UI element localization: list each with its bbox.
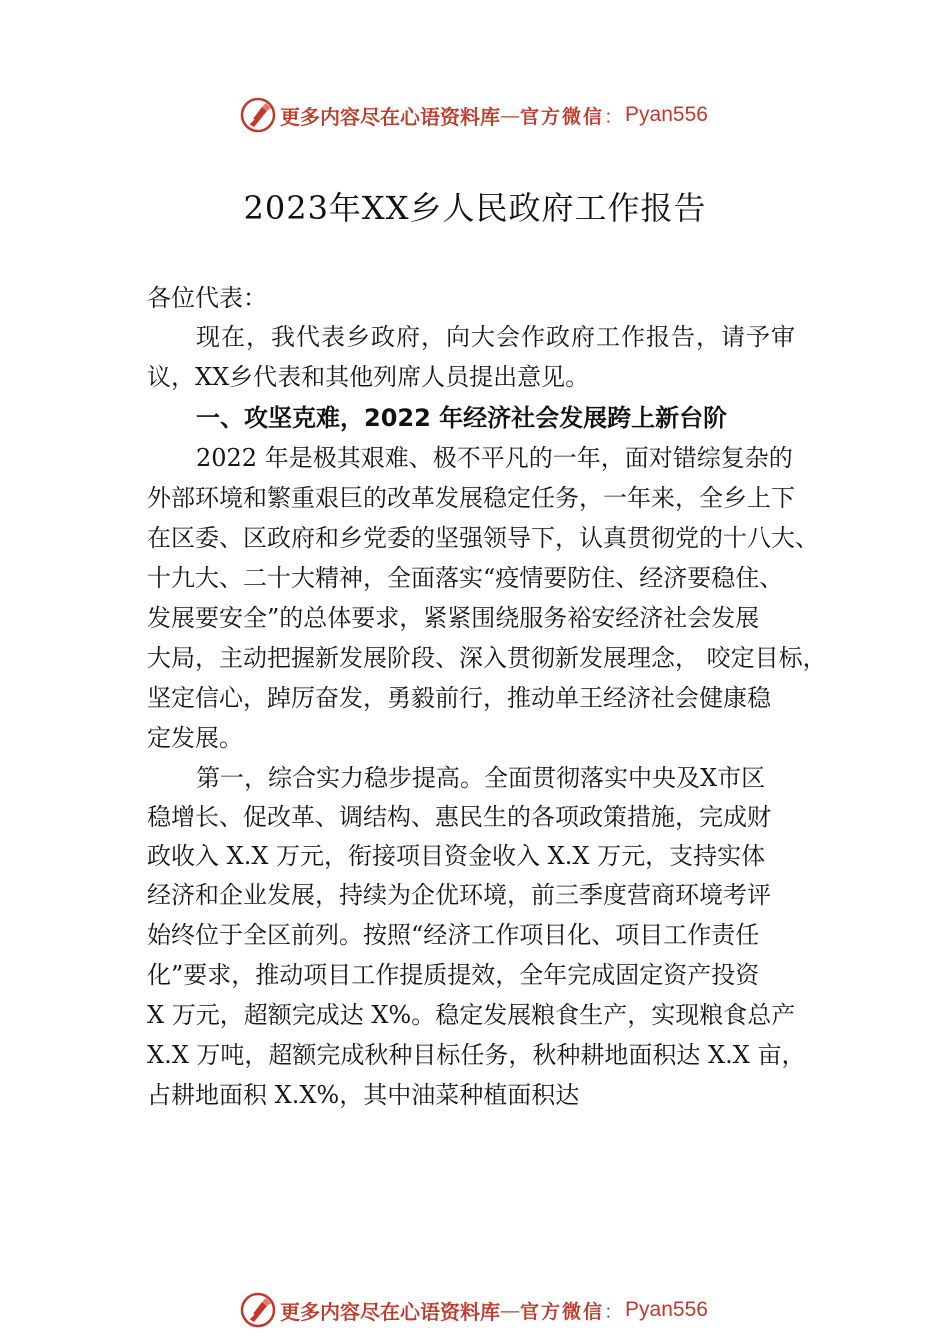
- paragraph-line: 2022 年是极其艰难、极不平凡的一年，面对错综复杂的: [196, 444, 793, 472]
- watermark-dash: —: [500, 1298, 520, 1322]
- paragraph-line: 第一，综合实力稳步提高。全面贯彻落实中央及X市区: [196, 764, 766, 792]
- wechat-colon: ：: [604, 105, 624, 128]
- paragraph-line: 十九大、二十大精神，全面落实“疫情要防住、经济要稳住、: [147, 564, 784, 592]
- wechat-id: Pyan556: [625, 103, 708, 126]
- wechat-colon: ：: [604, 1300, 624, 1323]
- wechat-id: Pyan556: [625, 1298, 708, 1321]
- pen-nib-logo-icon: [240, 1292, 276, 1328]
- paragraph-line: 大局，主动把握新发展阶段、深入贯彻新发展理念， 咬定目标，: [147, 644, 827, 672]
- paragraph-line: 政收入 X.X 万元，衔接项目资金收入 X.X 万元，支持实体: [147, 842, 766, 870]
- watermark-text: 更多内容尽在心语资料库: [280, 1299, 500, 1324]
- header-watermark-banner: [240, 97, 760, 133]
- paragraph-line: X.X 万吨，超额完成秋种目标任务，秋种耕地面积达 X.X 亩，: [147, 1041, 806, 1069]
- watermark-dash: —: [500, 103, 520, 127]
- paragraph-line: X 万元，超额完成达 X%。稳定发展粮食生产，实现粮食总产: [147, 1001, 796, 1029]
- paragraph-line: 化”要求，推动项目工作提质提效，全年完成固定资产投资: [147, 961, 760, 989]
- paragraph-line: 发展要安全”的总体要求，紧紧围绕服务裕安经济社会发展: [147, 604, 760, 632]
- section-heading: 一、攻坚克难，2022 年经济社会发展跨上新台阶: [196, 404, 728, 432]
- paragraph-line: 经济和企业发展，持续为企优环境，前三季度营商环境考评: [147, 881, 771, 909]
- wechat-label: 官方微信: [520, 1300, 605, 1323]
- intro-line: 议，XX乡代表和其他列席人员提出意见。: [147, 363, 590, 391]
- footer-watermark-banner: [240, 1292, 760, 1328]
- paragraph-line: 定发展。: [147, 724, 243, 752]
- intro-line: 现在，我代表乡政府，向大会作政府工作报告，请予审: [196, 323, 796, 351]
- paragraph-line: 坚定信心，踔厉奋发，勇毅前行，推动单王经济社会健康稳: [147, 684, 771, 712]
- salutation: 各位代表：: [147, 284, 267, 312]
- watermark-text: 更多内容尽在心语资料库: [280, 104, 500, 129]
- document-title: 2023年XX乡人民政府工作报告: [243, 189, 707, 227]
- paragraph-line: 占耕地面积 X.X%，其中油菜种植面积达: [147, 1081, 580, 1109]
- paragraph-line: 外部环境和繁重艰巨的改革发展稳定任务，一年来，全乡上下: [147, 484, 795, 512]
- pen-nib-logo-icon: [240, 97, 276, 133]
- paragraph-line: 始终位于全区前列。按照“经济工作项目化、项目工作责任: [147, 921, 760, 949]
- wechat-label: 官方微信: [520, 105, 605, 128]
- paragraph-line: 稳增长、促改革、调结构、惠民生的各项政策措施，完成财: [147, 803, 771, 831]
- paragraph-line: 在区委、区政府和乡党委的坚强领导下，认真贯彻党的十八大、: [147, 524, 819, 552]
